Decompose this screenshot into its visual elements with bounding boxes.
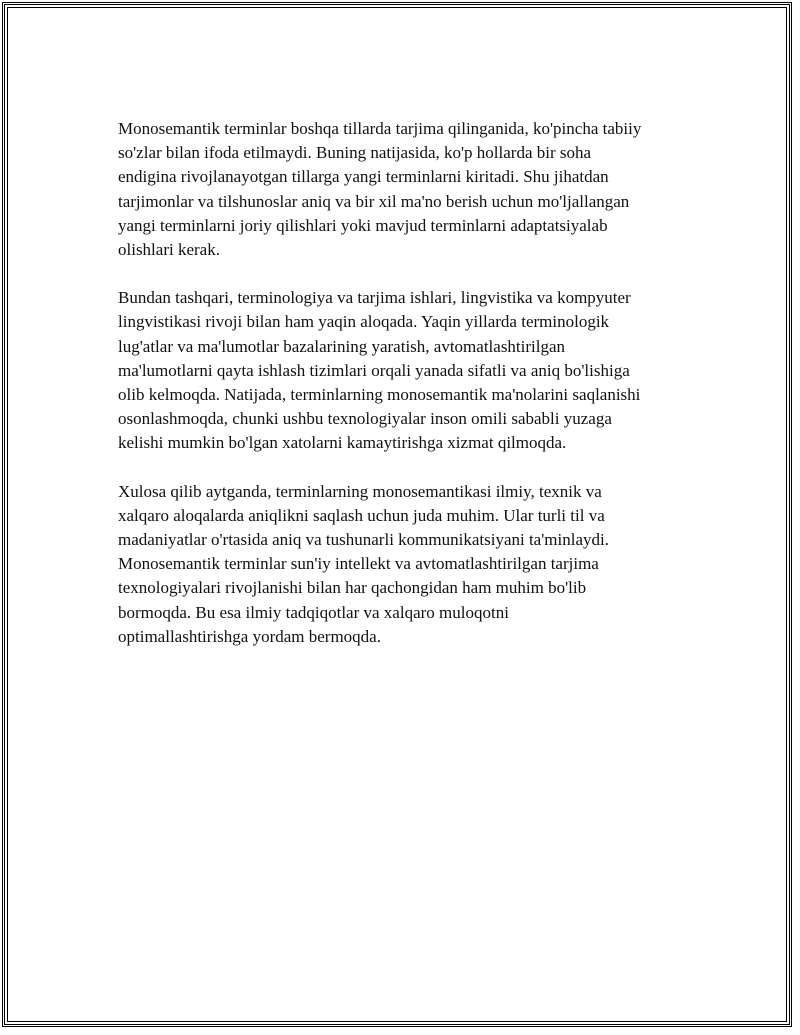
- text-line: lug'atlar va ma'lumotlar bazalarining yaratish, avtomatlashtirilgan: [118, 336, 566, 356]
- text-line: ma'lumotlarni qayta ishlash tizimlari orqali yanada sifatli va aniq bo'lishiga: [118, 360, 630, 380]
- text-line: Bundan tashqari, terminologiya va tarjima ishlari, lingvistika va kompyuter: [118, 288, 631, 308]
- text-line: texnologiyalari rivojlanishi bilan har qachongidan ham muhim bo'lib: [118, 578, 587, 598]
- text-line: optimallashtirishga yordam bermoqda.: [118, 626, 381, 646]
- text-line: Xulosa qilib aytganda, terminlarning monosemantikasi ilmiy, texnik va: [118, 481, 602, 501]
- text-line: lingvistikasi rivoji bilan ham yaqin aloqada. Yaqin yillarda terminologik: [118, 312, 610, 332]
- paragraph-1: [118, 117, 698, 262]
- text-line: bormoqda. Bu esa ilmiy tadqiqotlar va xalqaro muloqotni: [118, 602, 509, 622]
- text-line: madaniyatlar o'rtasida aniq va tushunarli kommunikatsiyani ta'minlaydi.: [118, 530, 609, 550]
- text-line: osonlashmoqda, chunki ushbu texnologiyalar inson omili sababli yuzaga: [118, 409, 612, 429]
- text-line: xalqaro aloqalarda aniqlikni saqlash uchun juda muhim. Ular turli til va: [118, 505, 605, 525]
- text-line: Monosemantik terminlar sun'iy intellekt va avtomatlashtirilgan tarjima: [118, 554, 599, 574]
- text-line: olishlari kerak.: [118, 240, 220, 260]
- text-line: tarjimonlar va tilshunoslar aniq va bir xil ma'no berish uchun mo'ljallangan: [118, 191, 630, 211]
- text-line: olib kelmoqda. Natijada, terminlarning monosemantik ma'nolarini saqlanishi: [118, 385, 641, 405]
- text-line: so'zlar bilan ifoda etilmaydi. Buning natijasida, ko'p hollarda bir soha: [118, 143, 592, 163]
- text-line: yangi terminlarni joriy qilishlari yoki mavjud terminlarni adaptatsiyalab: [118, 215, 608, 235]
- paragraph-2: [118, 286, 698, 455]
- text-line: Monosemantik terminlar boshqa tillarda tarjima qilinganida, ko'pincha tabiiy: [118, 119, 642, 138]
- paragraph-3: [118, 480, 698, 649]
- text-line: kelishi mumkin bo'lgan xatolarni kamaytirishga xizmat qilmoqda.: [118, 433, 567, 453]
- text-line: endigina rivojlanayotgan tillarga yangi terminlarni kiritadi. Shu jihatdan: [118, 167, 609, 187]
- document-body: [118, 117, 698, 673]
